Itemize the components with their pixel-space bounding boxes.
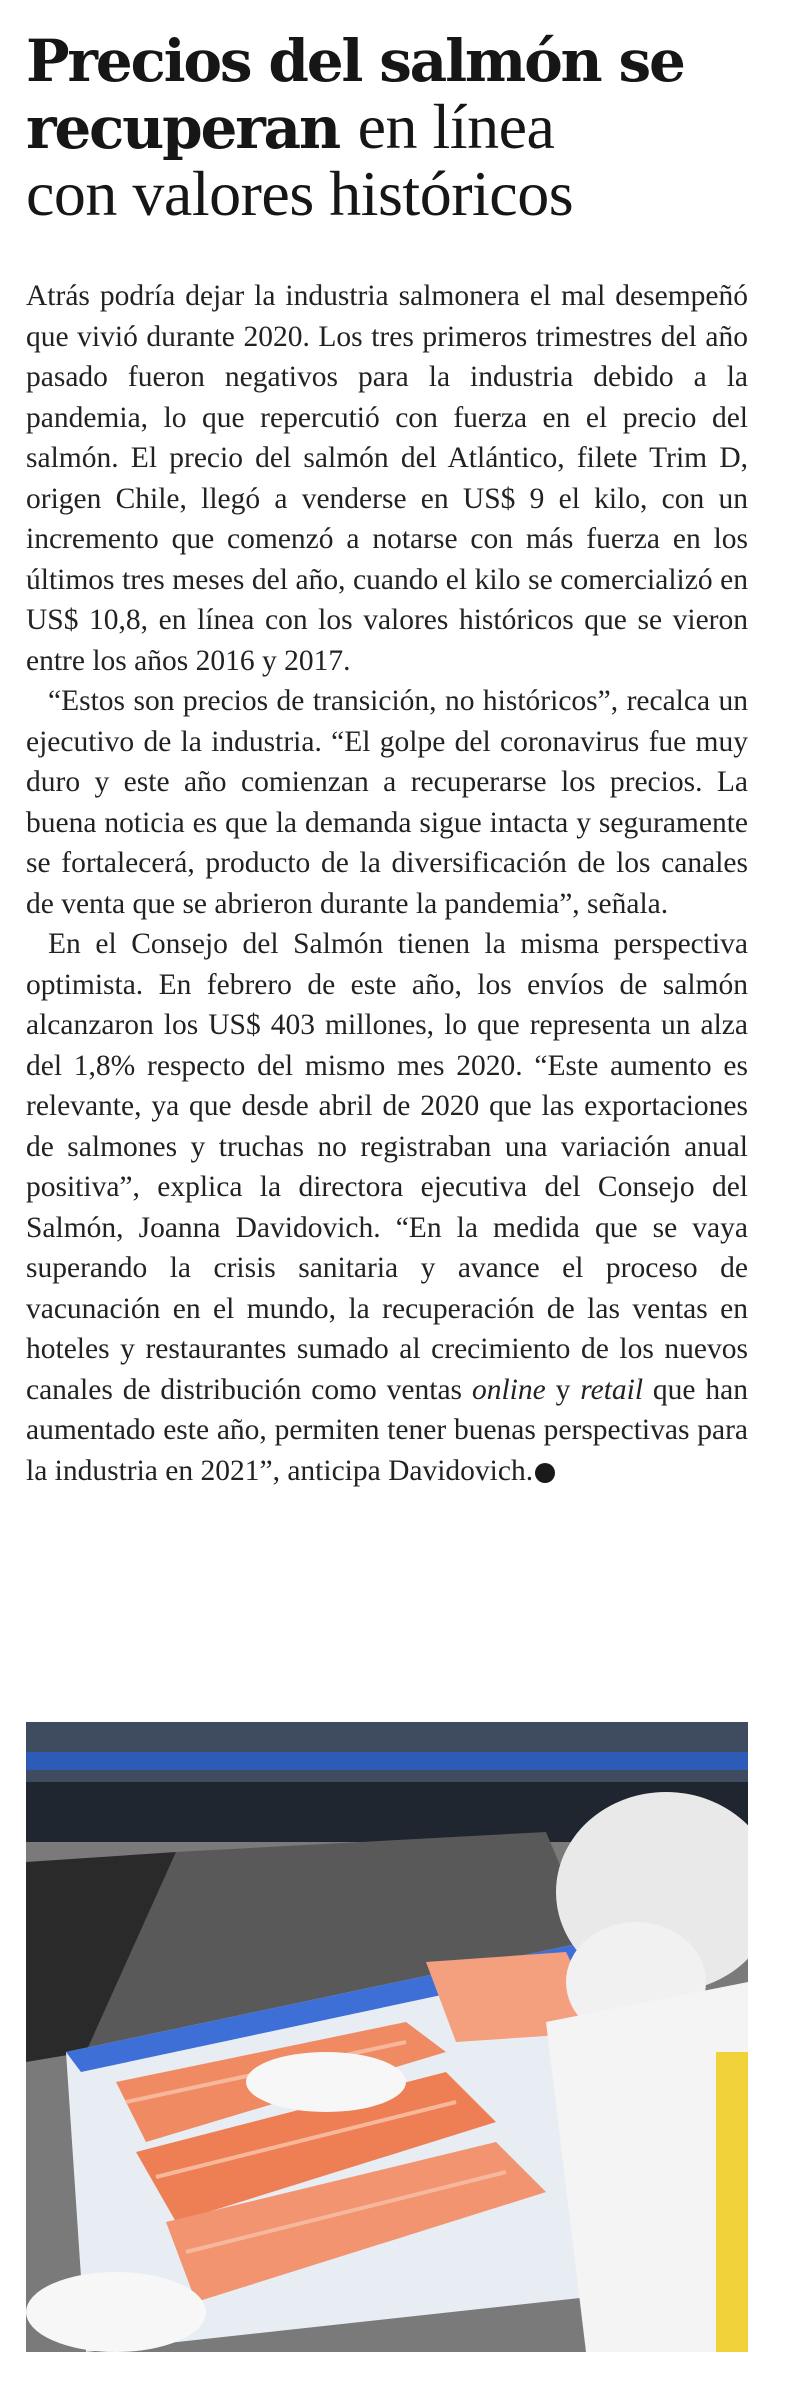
headline: [26, 28, 761, 228]
salmon-processing-photo: [26, 1722, 748, 2352]
paragraph-3: [26, 924, 748, 1491]
headline-light-line3: con valores históricos: [26, 158, 574, 229]
article-header: [26, 28, 761, 228]
paragraph-3-part1: En el Consejo del Salmón tienen la misma perspectiva optimista. En febrero de este año, los envíos de salmón alcanzaron los US$ 403 millones, lo que representa un alza del 1,8% respecto del mismo mes 2020. “Este aumento es relevante, ya que desde abril de 2020 que las exportaciones de salmones y truchas no registraban una variación anual positiva”, explica la directora ejecutiva del Consejo del Salmón, Joanna Davidovich. “En la medida que se vaya superando la crisis sanitaria y avance el proceso de vacunación en el mundo, la recuperación de las ventas en hoteles y restaurantes sumado al crecimiento de los nuevos canales de distribución como ventas: [26, 928, 748, 1406]
blue-crates-top: [26, 1752, 748, 1770]
photo-illustration: [26, 1722, 748, 2352]
headline-light-line2: en línea: [357, 91, 555, 162]
yellow-vest: [716, 2052, 748, 2352]
end-mark-icon: P: [535, 1463, 555, 1483]
paragraph-3-part2: y: [545, 1373, 581, 1406]
headline-bold-line1: Precios del salmón se: [26, 27, 684, 95]
paragraph-3-italic-retail: retail: [580, 1373, 644, 1406]
paragraph-3-italic-online: online: [471, 1373, 546, 1406]
article-body: [26, 276, 748, 1491]
gloved-hand-upper: [246, 2052, 406, 2112]
paragraph-2: “Estos son precios de transición, no históricos”, recalca un ejecutivo de la industria. “El golpe del coronavirus fue muy duro y este año comienzan a recuperarse los precios. La buena noticia es que la demanda sigue intacta y seguramente se fortalecerá, producto de la diversificación de los canales de venta que se abrieron durante la pandemia”, señala.: [26, 685, 748, 920]
gloved-hand-lower: [26, 2272, 206, 2352]
paragraph-3-part3: que han aumentado este año, permiten tener buenas perspectivas para la industria en 2021”, anticipa Davidovich.: [26, 1373, 749, 1487]
headline-bold-line2: recuperan: [26, 94, 339, 162]
paragraph-1: Atrás podría dejar la industria salmonera el mal desempeñó que vivió durante 2020. Los tres primeros trimestres del año pasado fueron negativos para la industria debido a la pandemia, lo que repercutió con fuerza en el precio del salmón. El precio del salmón del Atlántico, filete Trim D, origen Chile, llegó a venderse en US$ 9 el kilo, con un incremento que comenzó a notarse con más fuerza en los últimos tres meses del año, cuando el kilo se comercializó en US$ 10,8, en línea con los valores históricos que se vieron entre los años 2016 y 2017.: [26, 280, 748, 677]
